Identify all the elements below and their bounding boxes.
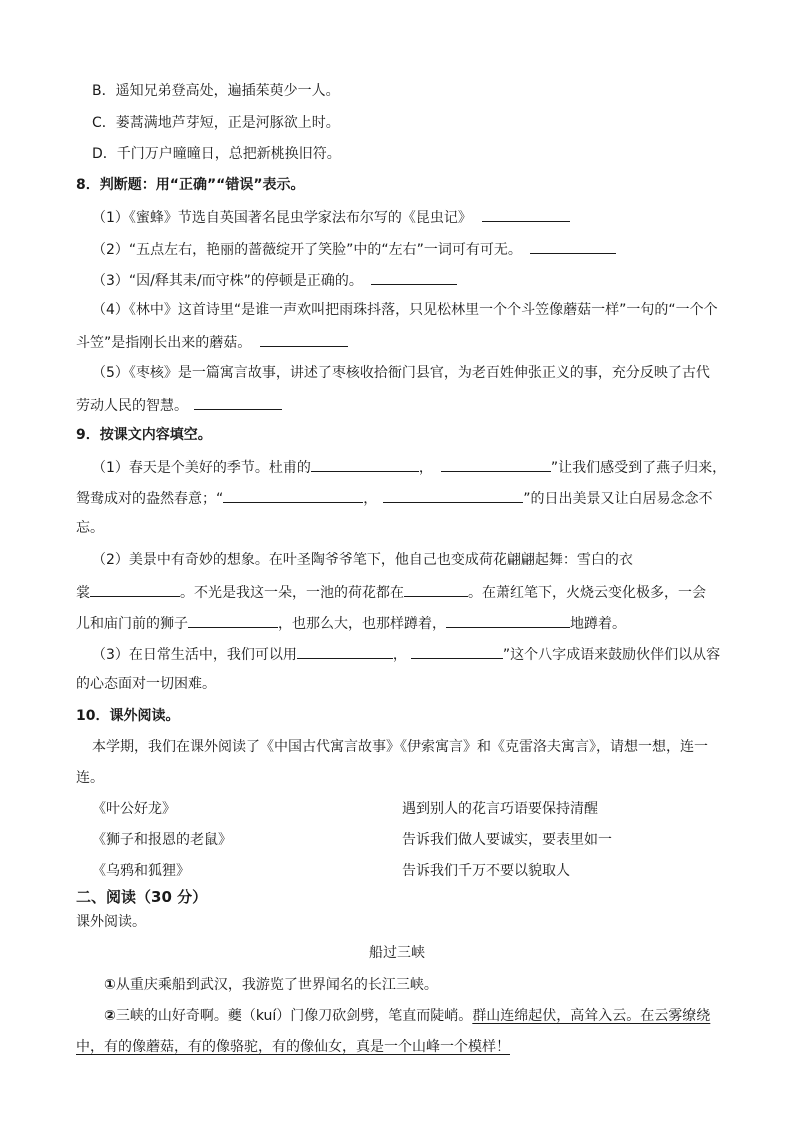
q8-item-3-text: （3）“因/释其耒/而守株”的停顿是正确的。: [92, 273, 363, 289]
match-left-2[interactable]: 《狮子和报恩的老鼠》: [92, 832, 232, 848]
q8-item-1-text: （1）《蜜蜂》节选自英国著名昆虫学家法布尔写的《昆虫记》: [92, 210, 472, 226]
paragraph-1: [104, 976, 438, 994]
q8-title: 8．判断题：用“正确”“错误”表示。: [76, 177, 305, 193]
answer-blank[interactable]: [223, 488, 363, 503]
q9-p3-line2: 的心态面对一切困难。: [76, 676, 216, 692]
q9-p2-text-g: 地蹲着。: [570, 616, 626, 632]
q8-item-4-cont: [76, 332, 348, 352]
q9-p3-line1: [92, 644, 720, 664]
match-right-2[interactable]: 告诉我们做人要诚实，要表里如一: [402, 832, 612, 848]
paragraph-2: [104, 1007, 710, 1025]
q8-item-5-cont: [76, 395, 282, 415]
answer-blank[interactable]: [411, 644, 503, 659]
q9-p1-sep2: ，: [363, 491, 378, 507]
answer-blank[interactable]: [441, 457, 551, 472]
match-right-3[interactable]: 告诉我们千万不要以貌取人: [402, 863, 570, 879]
answer-blank[interactable]: [194, 395, 282, 410]
q9-p1-sep: ，: [418, 460, 433, 476]
answer-blank[interactable]: [90, 582, 180, 597]
q8-item-1: [92, 207, 570, 227]
section-subheading: 课外阅读。: [76, 914, 146, 930]
q9-p1-line1: [92, 457, 726, 477]
underlined-sentence: 群山连绵起伏，高耸入云。在云雾缭绕: [472, 1008, 711, 1024]
answer-blank[interactable]: [446, 613, 570, 628]
answer-blank[interactable]: [188, 613, 278, 628]
article-title: 船过三峡: [369, 945, 425, 961]
q9-title: 9．按课文内容填空。: [76, 427, 212, 443]
answer-blank[interactable]: [311, 457, 419, 472]
paragraph-number: ①: [104, 977, 116, 993]
q9-p1-text-d: ”的日出美景又让白居易念念不: [523, 491, 713, 507]
q9-p2-line2: [76, 582, 706, 602]
option-d: D．千门万户曈曈日，总把新桃换旧符。: [92, 146, 341, 162]
option-b: B．遥知兄弟登高处，遍插茱萸少一人。: [92, 83, 340, 99]
q8-item-5: （5）《枣核》是一篇寓言故事，讲述了枣核收拾衙门县官，为老百姓伸张正义的事，充分反映了古代: [92, 365, 710, 381]
q8-item-4-cont-text: 斗笠”是指刚长出来的蘑菇。: [76, 335, 252, 351]
q9-p1-text-b: ”让我们感受到了燕子归来，: [550, 460, 727, 476]
q9-p1-text-a: （1）春天是个美好的季节。杜甫的: [92, 460, 311, 476]
match-left-3[interactable]: 《乌鸦和狐狸》: [92, 863, 190, 879]
answer-blank[interactable]: [530, 239, 616, 254]
q8-item-4: （4）《林中》这首诗里“是谁一声欢叫把雨珠抖落，只见松林里一个个斗笠像蘑菇一样”一句的“一个个: [92, 302, 718, 318]
q8-item-3: [92, 270, 457, 290]
answer-blank[interactable]: [260, 332, 348, 347]
option-c: C．蒌蒿满地芦芽短，正是河豚欲上时。: [92, 115, 340, 131]
q9-p1-line3: 忘。: [76, 520, 104, 536]
q9-p2-text-e: 儿和庙门前的狮子: [76, 616, 188, 632]
answer-blank[interactable]: [383, 488, 523, 503]
q9-p1-text-c: 鸳鸯成对的盎然春意；“: [76, 491, 224, 507]
q9-p1-line2: [76, 488, 713, 508]
q10-intro-line1: 本学期，我们在课外阅读了《中国古代寓言故事》《伊索寓言》和《克雷洛夫寓言》，请想一想，连一: [92, 739, 708, 755]
match-right-1[interactable]: 遇到别人的花言巧语要保持清醒: [402, 801, 598, 817]
q10-intro-line2: 连。: [76, 770, 104, 786]
q9-p2-line3: [76, 613, 626, 633]
paragraph-2-text: 三峡的山好奇啊。夔（kuí）门像刀砍剑劈，笔直而陡峭。: [115, 1008, 473, 1024]
q10-title: 10．课外阅读。: [76, 708, 180, 724]
underlined-sentence-cont: 中，有的像蘑菇，有的像骆驼，有的像仙女，真是一个山峰一个模样！: [76, 1039, 510, 1055]
q8-item-2-text: （2）“五点左右，艳丽的蔷薇绽开了笑脸”中的“左右”一词可有可无。: [92, 242, 522, 258]
answer-blank[interactable]: [482, 207, 570, 222]
q9-p2-text-c: 。不光是我这一朵，一池的荷花都在: [180, 585, 404, 601]
section-heading: 二、阅读（30 分）: [76, 888, 208, 906]
paragraph-number: ②: [104, 1008, 116, 1024]
q9-p2-line1: （2）美景中有奇妙的想象。在叶圣陶爷爷笔下，他自己也变成荷花翩翩起舞：雪白的衣: [92, 552, 633, 568]
q9-p3-text-b: ”这个八字成语来鼓励伙伴们以从容: [502, 647, 721, 663]
paragraph-1-text: 从重庆乘船到武汉，我游览了世界闻名的长江三峡。: [115, 977, 438, 993]
q9-p2-text-d: 。在萧红笔下，火烧云变化极多，一会: [468, 585, 706, 601]
q9-p3-sep: ，: [392, 647, 407, 663]
answer-blank[interactable]: [297, 644, 393, 659]
q8-item-5-cont-text: 劳动人民的智慧。: [76, 398, 188, 414]
q8-item-2: [92, 239, 616, 259]
q9-p2-text-b: 裳: [76, 585, 90, 601]
q9-p3-text-a: （3）在日常生活中，我们可以用: [92, 647, 297, 663]
answer-blank[interactable]: [371, 270, 457, 285]
match-left-1[interactable]: 《叶公好龙》: [92, 801, 176, 817]
answer-blank[interactable]: [404, 582, 468, 597]
q9-p2-text-f: ，也那么大，也那样蹲着，: [278, 616, 446, 632]
